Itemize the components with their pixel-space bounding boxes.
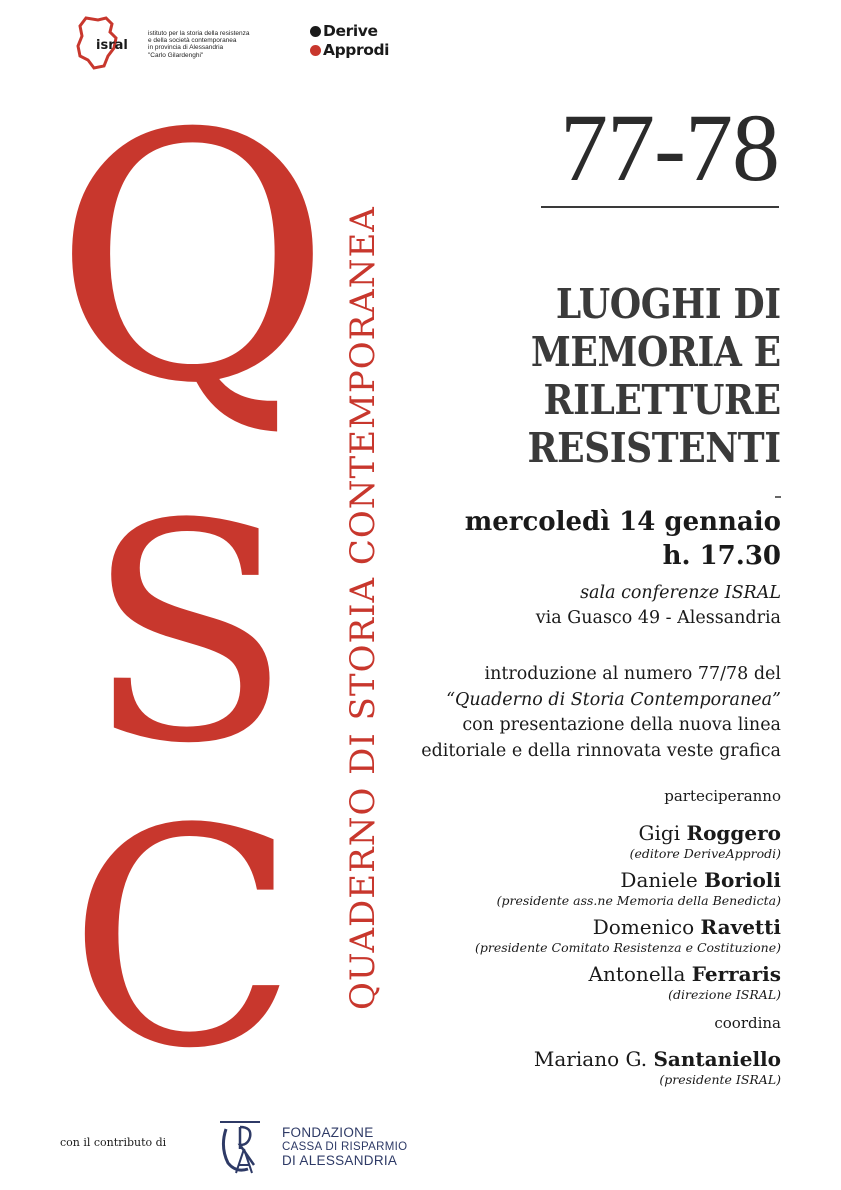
- event-description: introduzione al numero 77/78 del “Quaderno di Storia Contemporanea” con presentazione della nuova linea editoriale e della rinnovata veste grafica: [421, 664, 781, 761]
- black-dot-icon: [310, 26, 321, 37]
- cover-letter-c: C: [68, 765, 298, 1114]
- speaker-item: Antonella Ferraris (direzione ISRAL): [588, 962, 781, 1002]
- speaker-item: Daniele Borioli (presidente ass.ne Memoria della Benedicta): [496, 868, 781, 908]
- speaker-item: Domenico Ravetti (presidente Comitato Resistenza e Costituzione): [475, 915, 781, 955]
- isral-wordmark: isral: [96, 38, 128, 53]
- issue-divider: [541, 206, 779, 208]
- event-address: via Guasco 49 - Alessandria: [535, 608, 781, 628]
- fondazione-name: FONDAZIONE CASSA DI RISPARMIO DI ALESSANDRIA: [282, 1125, 408, 1168]
- moderator-label: coordina: [714, 1014, 781, 1032]
- event-time: h. 17.30: [662, 541, 781, 571]
- speakers-label: parteciperanno: [664, 787, 781, 805]
- event-venue: sala conferenze ISRAL: [580, 583, 781, 603]
- moderator-item: Mariano G. Santaniello (presidente ISRAL): [533, 1047, 781, 1087]
- red-dot-icon: [310, 45, 321, 56]
- speaker-item: Gigi Roggero (editore DeriveApprodi): [629, 821, 781, 861]
- event-date: mercoledì 14 gennaio: [464, 507, 781, 537]
- contribution-label: con il contributo di: [60, 1136, 167, 1149]
- cover-letter-q: Q: [53, 62, 332, 458]
- isral-description: istituto per la storia della resistenza e della società contemporanea in provincia di Alessandria "Carlo Gilardenghi": [148, 30, 250, 59]
- issue-number: 77-78: [560, 94, 779, 201]
- headline: LUOGHI DI MEMORIA E RILETTURE RESISTENTI: [527, 280, 781, 472]
- crown-monogram-icon: [216, 1119, 264, 1175]
- cover-letter-s: S: [86, 460, 292, 809]
- decorative-tick: [775, 496, 781, 498]
- deriveapprodi-logo: Derive Approdi: [310, 22, 430, 66]
- vertical-journal-title: QUADERNO DI STORIA CONTEMPORANEA: [343, 206, 383, 1010]
